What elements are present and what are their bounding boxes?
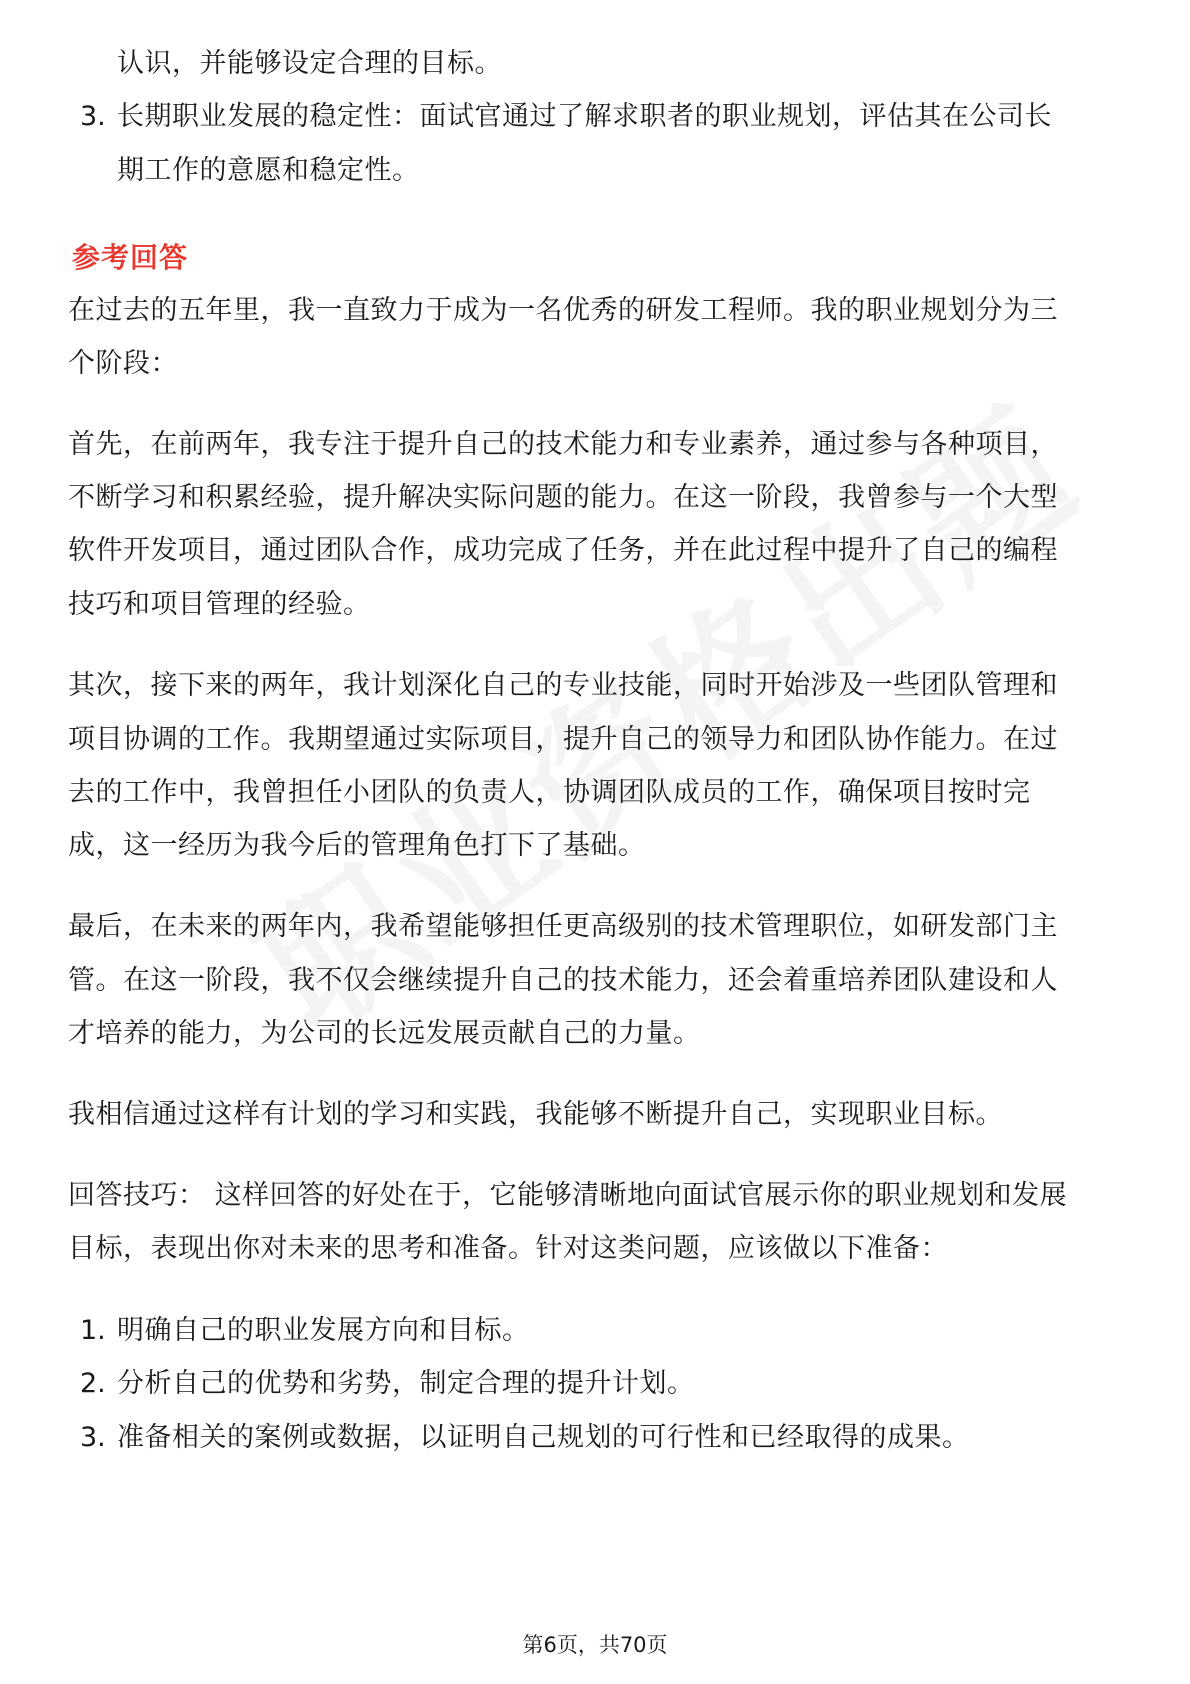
- list-item-text: 明确自己的职业发展方向和目标。: [117, 1315, 530, 1346]
- page-number-footer: 第6页，共70页: [522, 1633, 668, 1657]
- paragraph-line: 项目协调的工作。我期望通过实际项目，提升自己的领导力和团队协作能力。在过: [68, 724, 1058, 755]
- paragraph-line: 其次，接下来的两年，我计划深化自己的专业技能，同时开始涉及一些团队管理和: [68, 670, 1058, 701]
- paragraph-line: 才培养的能力，为公司的长远发展贡献自己的力量。: [68, 1018, 701, 1049]
- section-heading: 参考回答: [72, 241, 189, 274]
- list-item-text: 期工作的意愿和稳定性。: [117, 155, 420, 186]
- paragraph-line: 成，这一经历为我今后的管理角色打下了基础。: [68, 830, 646, 861]
- list-item-continuation: 认识，并能够设定合理的目标。: [117, 48, 502, 79]
- list-item-text: 长期职业发展的稳定性：面试官通过了解求职者的职业规划，评估其在公司长: [117, 101, 1052, 132]
- list-number: 3.: [80, 101, 106, 132]
- paragraph-line: 目标，表现出你对未来的思考和准备。针对这类问题，应该做以下准备：: [68, 1233, 948, 1264]
- paragraph-line: 软件开发项目，通过团队合作，成功完成了任务，并在此过程中提升了自己的编程: [68, 535, 1058, 566]
- list-number: 2.: [80, 1368, 106, 1399]
- list-number: 1.: [80, 1315, 106, 1346]
- paragraph-line: 在过去的五年里，我一直致力于成为一名优秀的研发工程师。我的职业规划分为三: [68, 295, 1058, 326]
- list-number: 3.: [80, 1422, 106, 1453]
- paragraph-line: 管。在这一阶段，我不仅会继续提升自己的技术能力，还会着重培养团队建设和人: [68, 965, 1058, 996]
- paragraph-line: 不断学习和积累经验，提升解决实际问题的能力。在这一阶段，我曾参与一个大型: [68, 482, 1058, 513]
- paragraph-line: 技巧和项目管理的经验。: [68, 589, 371, 620]
- list-item-text: 准备相关的案例或数据，以证明自己规划的可行性和已经取得的成果。: [117, 1422, 970, 1453]
- paragraph-line: 我相信通过这样有计划的学习和实践，我能够不断提升自己，实现职业目标。: [68, 1099, 1003, 1130]
- paragraph-line: 回答技巧： 这样回答的好处在于，它能够清晰地向面试官展示你的职业规划和发展: [68, 1180, 1068, 1211]
- paragraph-line: 个阶段：: [68, 348, 178, 379]
- paragraph-line: 首先，在前两年，我专注于提升自己的技术能力和专业素养，通过参与各种项目，: [68, 429, 1058, 460]
- paragraph-line: 去的工作中，我曾担任小团队的负责人，协调团队成员的工作，确保项目按时完: [68, 777, 1031, 808]
- list-item-text: 分析自己的优势和劣势，制定合理的提升计划。: [117, 1368, 695, 1399]
- paragraph-line: 最后，在未来的两年内，我希望能够担任更高级别的技术管理职位，如研发部门主: [68, 911, 1058, 942]
